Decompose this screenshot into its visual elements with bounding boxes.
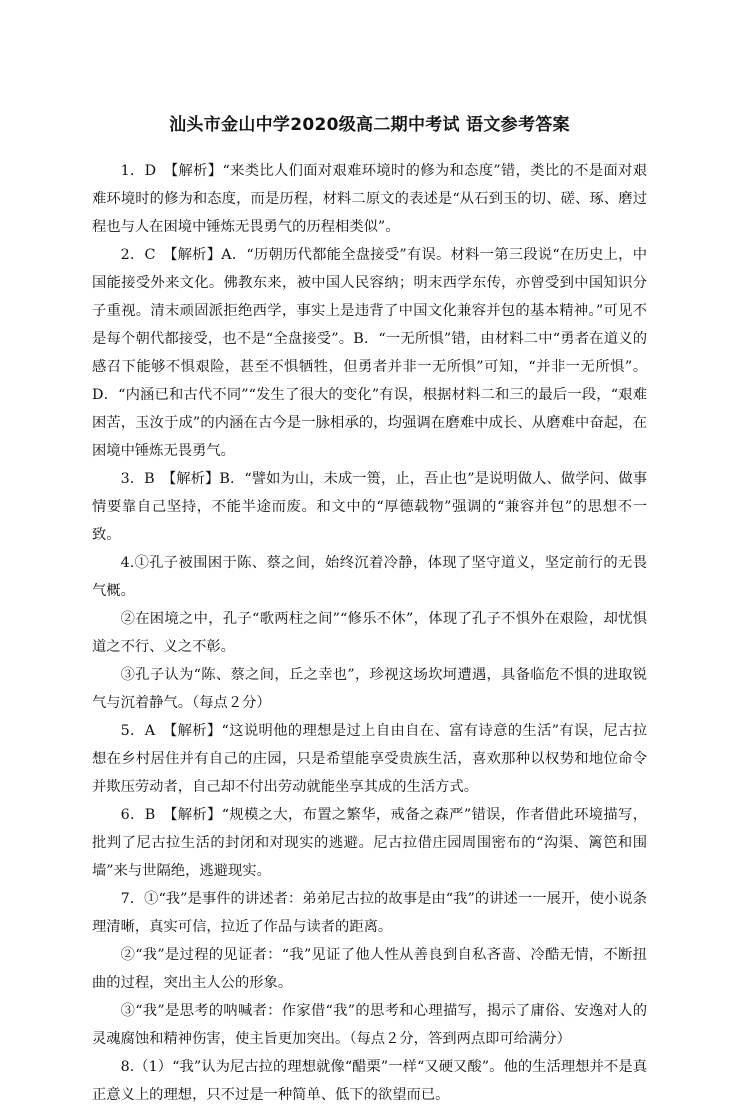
answer-6: 6．B 【解析】“规模之大，布置之繁华，戒备之森严”错误，作者借此环境描写，批判了尼古拉生活的封闭和对现实的逃避。尼古拉借庄园周围密布的“沟渠、篱笆和围墙”来与世隔绝，逃避现实。 [92,807,647,879]
answer-8-part-1: 8.（1）“我”认为尼古拉的理想就像“醋栗”一样“又硬又酸”。他的生活理想并不是真正意义上的理想，只不过是一种简单、低下的欲望而已。 [92,1059,647,1103]
answer-3: 3．B 【解析】B．“譬如为山，未成一篑，止，吾止也”是说明做人、做学问、做事情要靠自己坚持，不能半途而废。和文中的“厚德载物”强调的“兼容并包”的思想不一致。 [92,471,647,543]
page-title: 汕头市金山中学2020级高二期中考试 语文参考答案 [169,115,570,135]
answer-5: 5．A 【解析】“这说明他的理想是过上自由自在、富有诗意的生活”有误，尼古拉想在乡村居住并有自己的庄园，只是希望能享受贵族生活，喜欢那种以权势和地位命令并欺压劳动者，自己却不付出劳动就能坐享其成的生活方式。 [92,723,647,795]
answer-4-point-2: ②在困境之中，孔子“歌两柱之间”“修乐不休”，体现了孔子不惧外在艰险，却忧惧道之不行、义之不彰。 [92,611,647,655]
answer-7-point-2: ②“我”是过程的见证者：“我”见证了他人性从善良到自私吝啬、冷酷无情，不断扭曲的过程，突出主人公的形象。 [92,947,647,991]
answer-4-point-1: 4.①孔子被围困于陈、蔡之间，始终沉着冷静，体现了坚守道义，坚定前行的无畏气概。 [92,555,647,599]
answer-7-point-3: ③“我”是思考的呐喊者：作家借“我”的思考和心理描写，揭示了庸俗、安逸对人的灵魂腐蚀和精神伤害，使主旨更加突出。（每点２分，答到两点即可给满分） [92,1003,647,1047]
answer-4-point-3: ③孔子认为“陈、蔡之间，丘之幸也”，珍视这场坎坷遭遇，具备临危不惧的进取锐气与沉着静气。（每点２分） [92,667,647,711]
answer-1: 1．D 【解析】“来类比人们面对艰难环境时的修为和态度”错，类比的不是面对艰难环境时的修为和态度，而是历程，材料二原文的表述是“从石到玉的切、磋、琢、磨过程也与人在困境中锤炼无畏勇气的历程相类似”。 [92,163,647,235]
answer-7-point-1: 7．①“我”是事件的讲述者：弟弟尼古拉的故事是由“我”的讲述一一展开，使小说条理清晰，真实可信，拉近了作品与读者的距离。 [92,891,647,935]
answer-2: 2．C 【解析】A．“历朝历代都能全盘接受”有误。材料一第三段说“在历史上，中国能接受外来文化。佛教东来，被中国人民容纳；明末西学东传，亦曾受到中国知识分子重视。清末顽固派拒绝西学，事实上是违背了中国文化兼容并包的基本精神。”可见不是每个朝代都接受，也不是“全盘接受”。B．“一无所惧”错，由材料二中“勇者在道义的感召下能够不惧艰险，甚至不惧牺牲，但勇者并非一无所惧”可知，“并非一无所惧”。D．“内涵已和古代不同”“发生了很大的变化”有误，根据材料二和三的最后一段，“艰难困苦，玉汝于成”的内涵在古今是一脉相承的，均强调在磨难中成长、从磨难中奋起，在困境中锤炼无畏勇气。 [92,247,647,459]
